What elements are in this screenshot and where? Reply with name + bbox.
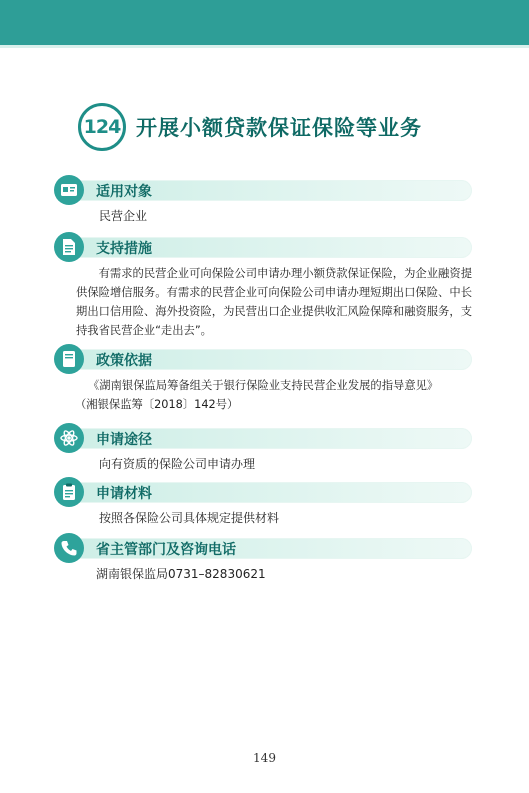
page-title-block [78, 103, 498, 155]
section-title-policy: 政策依据 [96, 353, 152, 369]
item-number-badge: 124 [78, 103, 126, 151]
top-color-band [0, 0, 529, 45]
phone-icon [54, 533, 84, 563]
policy-document-number: （湘银保监筹〔2018〕142号） [75, 398, 239, 411]
contact-text: 湖南银保监局0731–82830621 [96, 567, 266, 581]
clipboard-icon [54, 477, 84, 507]
page-title: 开展小额贷款保证保险等业务 [136, 116, 422, 140]
section-title-applicable: 适用对象 [96, 184, 152, 200]
id-card-icon [54, 175, 84, 205]
channel-text: 向有资质的保险公司申请办理 [99, 457, 256, 471]
atom-icon [54, 423, 84, 453]
policy-document-title: 《湖南银保监局筹备组关于银行保险业支持民营企业发展的指导意见》 [88, 379, 439, 392]
section-title-channel: 申请途径 [96, 432, 152, 448]
applicable-text: 民营企业 [99, 209, 148, 223]
measures-paragraph: 有需求的民营企业可向保险公司申请办理小额贷款保证保险，为企业融资提供保险增信服务。有需求的民营企业可向保险公司申请办理短期出口保险、中长期出口信用险、海外投资险，为民营出口企业提供收汇风险保障和融资服务，支持我省民营企业“走出去”。 [76, 267, 472, 337]
section-title-contact: 省主管部门及咨询电话 [96, 542, 236, 558]
book-icon [54, 344, 84, 374]
section-title-measures: 支持措施 [96, 241, 152, 257]
section-title-materials: 申请材料 [96, 486, 152, 502]
page-number: 149 [253, 751, 276, 765]
materials-text: 按照各保险公司具体规定提供材料 [99, 511, 280, 525]
document-icon [54, 232, 84, 262]
